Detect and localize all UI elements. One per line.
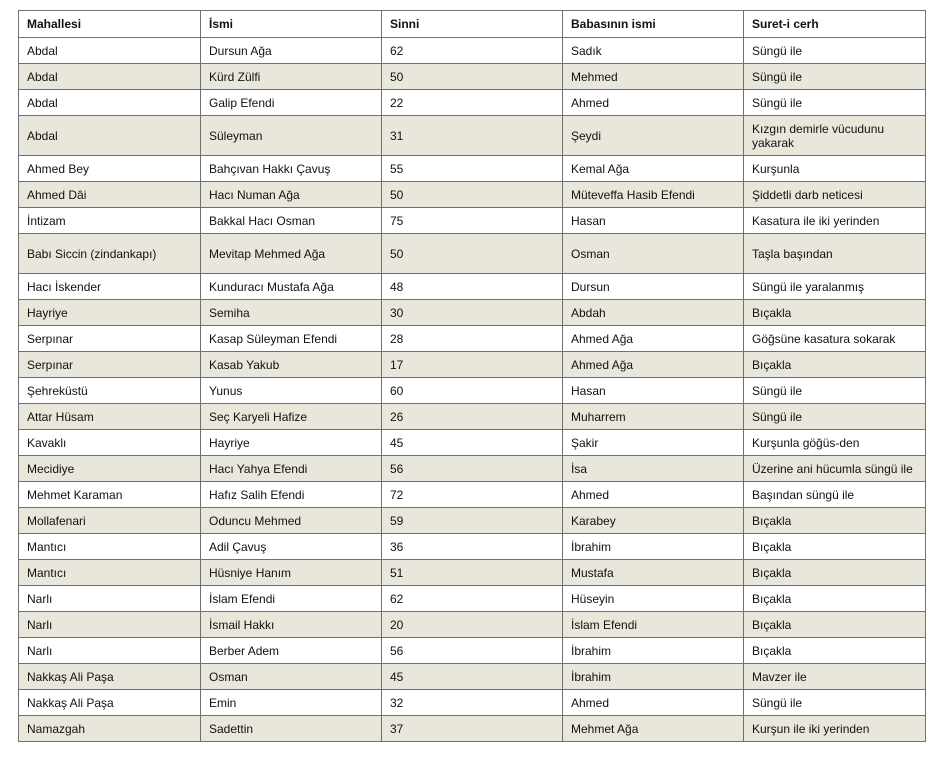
cell-mahallesi: Serpınar xyxy=(19,326,201,352)
cell-mahallesi: Narlı xyxy=(19,638,201,664)
cell-sinni: 59 xyxy=(382,508,563,534)
cell-babasinin-ismi: Dursun xyxy=(563,274,744,300)
header-mahallesi: Mahallesi xyxy=(19,11,201,38)
table-row xyxy=(19,208,926,234)
table-row xyxy=(19,378,926,404)
cell-mahallesi: Mollafenari xyxy=(19,508,201,534)
table-header xyxy=(19,11,926,38)
cell-ismi: Hafız Salih Efendi xyxy=(201,482,382,508)
cell-ismi: Dursun Ağa xyxy=(201,38,382,64)
cell-suret-i-cerh: Kurşunla göğüs-den xyxy=(744,430,926,456)
cell-ismi: Oduncu Mehmed xyxy=(201,508,382,534)
cell-suret-i-cerh: Kurşunla xyxy=(744,156,926,182)
cell-sinni: 30 xyxy=(382,300,563,326)
cell-suret-i-cerh: Süngü ile xyxy=(744,378,926,404)
cell-suret-i-cerh: Süngü ile yaralanmış xyxy=(744,274,926,300)
cell-suret-i-cerh: Süngü ile xyxy=(744,64,926,90)
cell-mahallesi: Hayriye xyxy=(19,300,201,326)
cell-babasinin-ismi: İbrahim xyxy=(563,534,744,560)
table-row xyxy=(19,508,926,534)
cell-sinni: 45 xyxy=(382,664,563,690)
cell-babasinin-ismi: Mehmed xyxy=(563,64,744,90)
cell-ismi: Kunduracı Mustafa Ağa xyxy=(201,274,382,300)
cell-ismi: Kasab Yakub xyxy=(201,352,382,378)
cell-sinni: 62 xyxy=(382,586,563,612)
cell-mahallesi: Abdal xyxy=(19,116,201,156)
cell-sinni: 75 xyxy=(382,208,563,234)
cell-sinni: 62 xyxy=(382,38,563,64)
cell-ismi: Semiha xyxy=(201,300,382,326)
cell-babasinin-ismi: Müteveffa Hasib Efendi xyxy=(563,182,744,208)
table-row xyxy=(19,534,926,560)
cell-suret-i-cerh: Şiddetli darb neticesi xyxy=(744,182,926,208)
cell-ismi: Bahçıvan Hakkı Çavuş xyxy=(201,156,382,182)
cell-sinni: 45 xyxy=(382,430,563,456)
cell-mahallesi: Abdal xyxy=(19,90,201,116)
cell-mahallesi: Mecidiye xyxy=(19,456,201,482)
table-body xyxy=(19,38,926,742)
table-row xyxy=(19,560,926,586)
table-row xyxy=(19,664,926,690)
cell-babasinin-ismi: Muharrem xyxy=(563,404,744,430)
cell-mahallesi: Mantıcı xyxy=(19,560,201,586)
cell-babasinin-ismi: Şeydi xyxy=(563,116,744,156)
cell-ismi: Yunus xyxy=(201,378,382,404)
cell-suret-i-cerh: Bıçakla xyxy=(744,534,926,560)
table-row xyxy=(19,352,926,378)
table-container xyxy=(18,10,925,742)
cell-ismi: Galip Efendi xyxy=(201,90,382,116)
cell-suret-i-cerh: Bıçakla xyxy=(744,352,926,378)
cell-mahallesi: Hacı İskender xyxy=(19,274,201,300)
table-row xyxy=(19,456,926,482)
cell-sinni: 72 xyxy=(382,482,563,508)
cell-suret-i-cerh: Kasatura ile iki yerinden xyxy=(744,208,926,234)
table-row xyxy=(19,404,926,430)
cell-mahallesi: Narlı xyxy=(19,612,201,638)
cell-sinni: 28 xyxy=(382,326,563,352)
cell-ismi: Kürd Zülfi xyxy=(201,64,382,90)
table-row xyxy=(19,38,926,64)
table-row xyxy=(19,90,926,116)
cell-sinni: 55 xyxy=(382,156,563,182)
cell-sinni: 22 xyxy=(382,90,563,116)
cell-suret-i-cerh: Bıçakla xyxy=(744,586,926,612)
cell-mahallesi: Kavaklı xyxy=(19,430,201,456)
cell-babasinin-ismi: Mehmet Ağa xyxy=(563,716,744,742)
cell-suret-i-cerh: Kurşun ile iki yerinden xyxy=(744,716,926,742)
cell-babasinin-ismi: Ahmed xyxy=(563,690,744,716)
cell-suret-i-cerh: Süngü ile xyxy=(744,690,926,716)
cell-babasinin-ismi: Abdah xyxy=(563,300,744,326)
header-sinni: Sinni xyxy=(382,11,563,38)
cell-ismi: Süleyman xyxy=(201,116,382,156)
cell-babasinin-ismi: İslam Efendi xyxy=(563,612,744,638)
cell-babasinin-ismi: Şakir xyxy=(563,430,744,456)
cell-mahallesi: Ahmed Bey xyxy=(19,156,201,182)
cell-mahallesi: Namazgah xyxy=(19,716,201,742)
cell-babasinin-ismi: Hasan xyxy=(563,208,744,234)
cell-sinni: 32 xyxy=(382,690,563,716)
header-row xyxy=(19,11,926,38)
cell-sinni: 26 xyxy=(382,404,563,430)
cell-ismi: Hüsniye Hanım xyxy=(201,560,382,586)
cell-suret-i-cerh: Taşla başından xyxy=(744,234,926,274)
cell-sinni: 51 xyxy=(382,560,563,586)
cell-ismi: Seç Karyeli Hafize xyxy=(201,404,382,430)
cell-mahallesi: Babı Siccin (zindankapı) xyxy=(19,234,201,274)
cell-babasinin-ismi: Ahmed Ağa xyxy=(563,326,744,352)
table-row xyxy=(19,612,926,638)
cell-suret-i-cerh: Süngü ile xyxy=(744,90,926,116)
cell-ismi: Sadettin xyxy=(201,716,382,742)
table-row xyxy=(19,430,926,456)
cell-ismi: Mevitap Mehmed Ağa xyxy=(201,234,382,274)
cell-suret-i-cerh: Kızgın demirle vücudunu yakarak xyxy=(744,116,926,156)
cell-ismi: Bakkal Hacı Osman xyxy=(201,208,382,234)
cell-sinni: 31 xyxy=(382,116,563,156)
cell-ismi: Adil Çavuş xyxy=(201,534,382,560)
cell-babasinin-ismi: Mustafa xyxy=(563,560,744,586)
cell-suret-i-cerh: Bıçakla xyxy=(744,560,926,586)
table-row xyxy=(19,326,926,352)
cell-suret-i-cerh: Süngü ile xyxy=(744,404,926,430)
cell-suret-i-cerh: Bıçakla xyxy=(744,300,926,326)
cell-mahallesi: Narlı xyxy=(19,586,201,612)
cell-suret-i-cerh: Başından süngü ile xyxy=(744,482,926,508)
cell-babasinin-ismi: Ahmed xyxy=(563,482,744,508)
table-row xyxy=(19,182,926,208)
cell-suret-i-cerh: Süngü ile xyxy=(744,38,926,64)
cell-babasinin-ismi: Ahmed Ağa xyxy=(563,352,744,378)
cell-mahallesi: İntizam xyxy=(19,208,201,234)
cell-babasinin-ismi: İbrahim xyxy=(563,664,744,690)
table-row xyxy=(19,586,926,612)
cell-suret-i-cerh: Göğsüne kasatura sokarak xyxy=(744,326,926,352)
casualty-table xyxy=(18,10,926,742)
cell-ismi: Osman xyxy=(201,664,382,690)
cell-suret-i-cerh: Üzerine ani hücumla süngü ile xyxy=(744,456,926,482)
cell-suret-i-cerh: Bıçakla xyxy=(744,612,926,638)
cell-mahallesi: Mehmet Karaman xyxy=(19,482,201,508)
table-row xyxy=(19,690,926,716)
cell-ismi: İslam Efendi xyxy=(201,586,382,612)
cell-mahallesi: Serpınar xyxy=(19,352,201,378)
cell-ismi: Hayriye xyxy=(201,430,382,456)
cell-mahallesi: Abdal xyxy=(19,38,201,64)
cell-babasinin-ismi: Ahmed xyxy=(563,90,744,116)
table-row xyxy=(19,482,926,508)
header-ismi: İsmi xyxy=(201,11,382,38)
table-row xyxy=(19,116,926,156)
cell-mahallesi: Mantıcı xyxy=(19,534,201,560)
table-row xyxy=(19,274,926,300)
cell-mahallesi: Nakkaş Ali Paşa xyxy=(19,664,201,690)
cell-ismi: Hacı Yahya Efendi xyxy=(201,456,382,482)
cell-suret-i-cerh: Bıçakla xyxy=(744,508,926,534)
cell-ismi: Kasap Süleyman Efendi xyxy=(201,326,382,352)
cell-sinni: 20 xyxy=(382,612,563,638)
table-row xyxy=(19,638,926,664)
cell-sinni: 56 xyxy=(382,456,563,482)
cell-babasinin-ismi: Hüseyin xyxy=(563,586,744,612)
cell-sinni: 50 xyxy=(382,234,563,274)
cell-babasinin-ismi: İbrahim xyxy=(563,638,744,664)
cell-babasinin-ismi: Hasan xyxy=(563,378,744,404)
cell-suret-i-cerh: Mavzer ile xyxy=(744,664,926,690)
table-row xyxy=(19,300,926,326)
cell-mahallesi: Şehreküstü xyxy=(19,378,201,404)
header-suret-i-cerh: Suret-i cerh xyxy=(744,11,926,38)
cell-sinni: 48 xyxy=(382,274,563,300)
cell-ismi: Berber Adem xyxy=(201,638,382,664)
table-row xyxy=(19,234,926,274)
cell-sinni: 50 xyxy=(382,64,563,90)
cell-mahallesi: Nakkaş Ali Paşa xyxy=(19,690,201,716)
cell-mahallesi: Ahmed Dâi xyxy=(19,182,201,208)
cell-babasinin-ismi: Sadık xyxy=(563,38,744,64)
cell-mahallesi: Attar Hüsam xyxy=(19,404,201,430)
cell-suret-i-cerh: Bıçakla xyxy=(744,638,926,664)
cell-babasinin-ismi: Osman xyxy=(563,234,744,274)
cell-sinni: 36 xyxy=(382,534,563,560)
table-row xyxy=(19,716,926,742)
cell-sinni: 56 xyxy=(382,638,563,664)
cell-sinni: 17 xyxy=(382,352,563,378)
cell-sinni: 50 xyxy=(382,182,563,208)
cell-ismi: Emin xyxy=(201,690,382,716)
cell-sinni: 37 xyxy=(382,716,563,742)
cell-babasinin-ismi: Karabey xyxy=(563,508,744,534)
cell-babasinin-ismi: Kemal Ağa xyxy=(563,156,744,182)
table-row xyxy=(19,64,926,90)
cell-ismi: Hacı Numan Ağa xyxy=(201,182,382,208)
cell-ismi: İsmail Hakkı xyxy=(201,612,382,638)
table-row xyxy=(19,156,926,182)
cell-sinni: 60 xyxy=(382,378,563,404)
cell-babasinin-ismi: İsa xyxy=(563,456,744,482)
header-babasinin-ismi: Babasının ismi xyxy=(563,11,744,38)
cell-mahallesi: Abdal xyxy=(19,64,201,90)
